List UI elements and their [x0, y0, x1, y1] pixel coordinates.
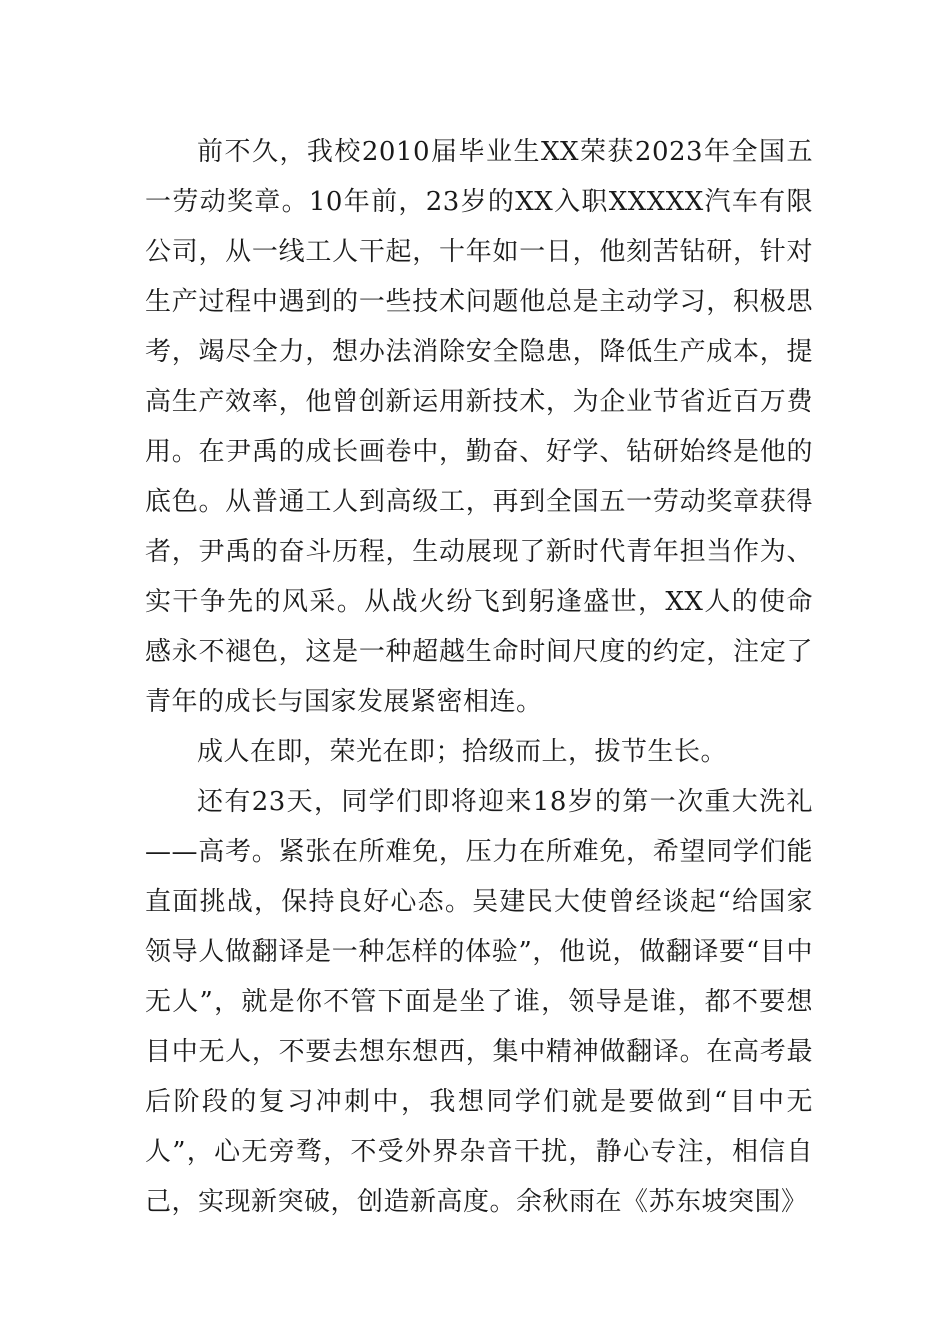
document-body	[145, 127, 813, 1227]
paragraph-gaokao: 还有23天，同学们即将迎来18岁的第一次重大洗礼——高考。紧张在所难免，压力在所难免，希望同学们能直面挑战，保持良好心态。吴建民大使曾经谈起“给国家领导人做翻译是一种怎样的体验”，他说，做翻译要“目中无人”，就是你不管下面是坐了谁，领导是谁，都不要想目中无人，不要去想东想西，集中精神做翻译。在高考最后阶段的复习冲刺中，我想同学们就是要做到“目中无人”，心无旁骛，不受外界杂音干扰，静心专注，相信自己，实现新突破，创造新高度。余秋雨在《苏东坡突围》	[145, 787, 813, 1217]
paragraph-coming-of-age: 成人在即，荣光在即；拾级而上，拔节生长。	[197, 737, 728, 767]
paragraph-award: 前不久，我校2010届毕业生XX荣获2023年全国五一劳动奖章。10年前，23岁的XX入职XXXXX汽车有限公司，从一线工人干起，十年如一日，他刻苦钻研，针对生产过程中遇到的一些技术问题他总是主动学习，积极思考，竭尽全力，想办法消除安全隐患，降低生产成本，提高生产效率，他曾创新运用新技术，为企业节省近百万费用。在尹禹的成长画卷中，勤奋、好学、钻研始终是他的底色。从普通工人到高级工，再到全国五一劳动奖章获得者，尹禹的奋斗历程，生动展现了新时代青年担当作为、实干争先的风采。从战火纷飞到躬逢盛世，XX人的使命感永不褪色，这是一种超越生命时间尺度的约定，注定了青年的成长与国家发展紧密相连。	[145, 137, 813, 717]
